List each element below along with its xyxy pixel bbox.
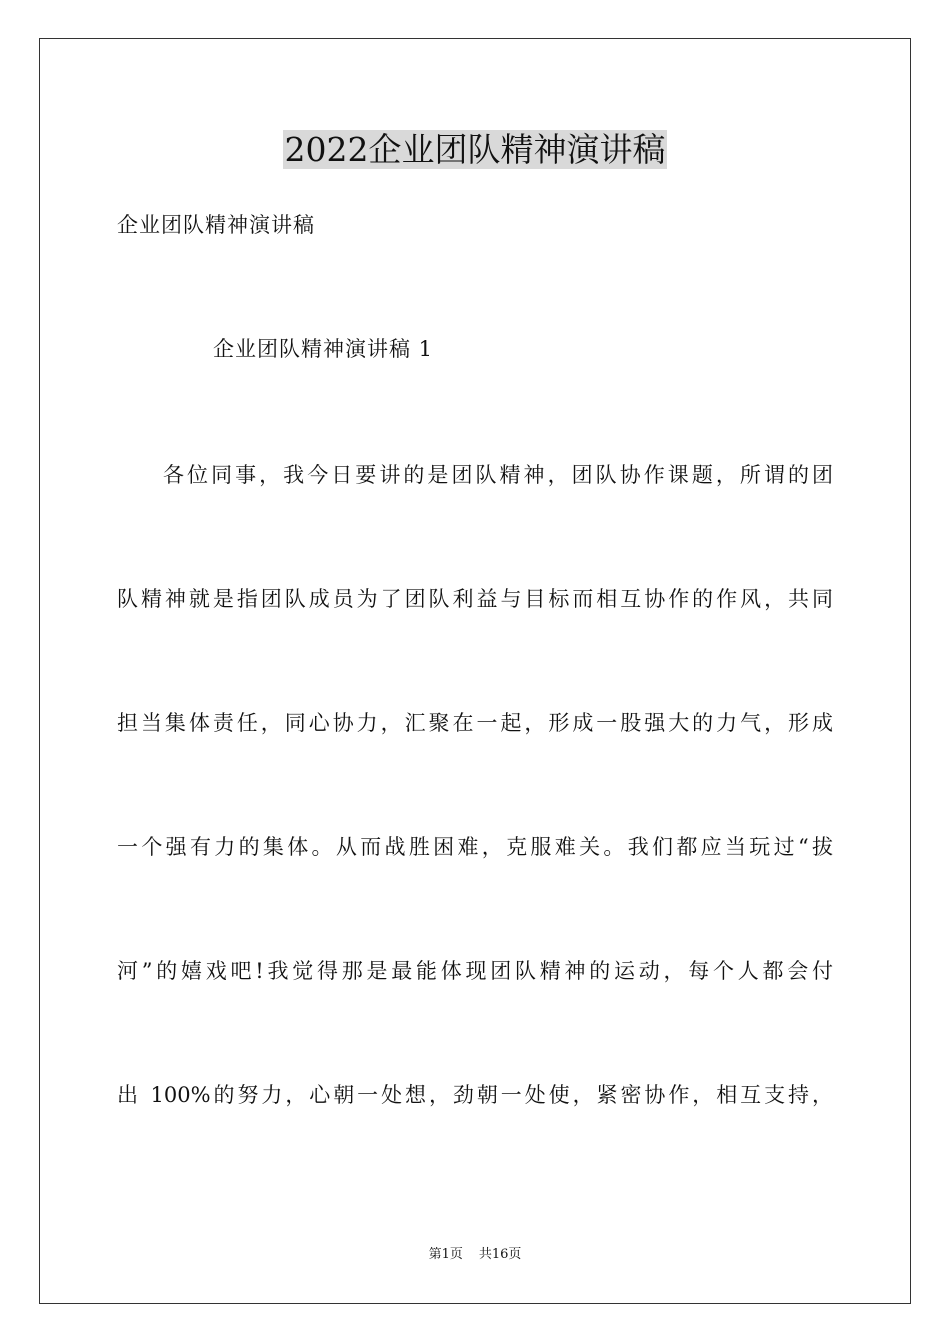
document-title-text: 2022企业团队精神演讲稿: [284, 130, 666, 169]
paragraph-line: 担当集体责任，同心协力，汇聚在一起，形成一股强大的力气，形成: [117, 711, 833, 735]
paragraph-line: 河”的嬉戏吧!我觉得那是最能体现团队精神的运动，每个人都会付: [117, 959, 833, 983]
document-subheading: 企业团队精神演讲稿: [117, 213, 315, 237]
paragraph-line: 一个强有力的集体。从而战胜困难，克服难关。我们都应当玩过“拔: [117, 835, 833, 859]
paragraph-line: 各位同事，我今日要讲的是团队精神，团队协作课题，所谓的团: [163, 463, 833, 487]
page-total: 共16页: [478, 1247, 522, 1262]
section-heading: 企业团队精神演讲稿 1: [213, 337, 434, 361]
document-title: [0, 128, 950, 172]
page-number: 第1页: [428, 1247, 463, 1262]
paragraph-line: 队精神就是指团队成员为了团队利益与目标而相互协作的作风，共同: [117, 587, 833, 611]
paragraph-line: 出 100%的努力，心朝一处想，劲朝一处使，紧密协作，相互支持，: [117, 1083, 833, 1107]
page-footer: [0, 1246, 950, 1264]
